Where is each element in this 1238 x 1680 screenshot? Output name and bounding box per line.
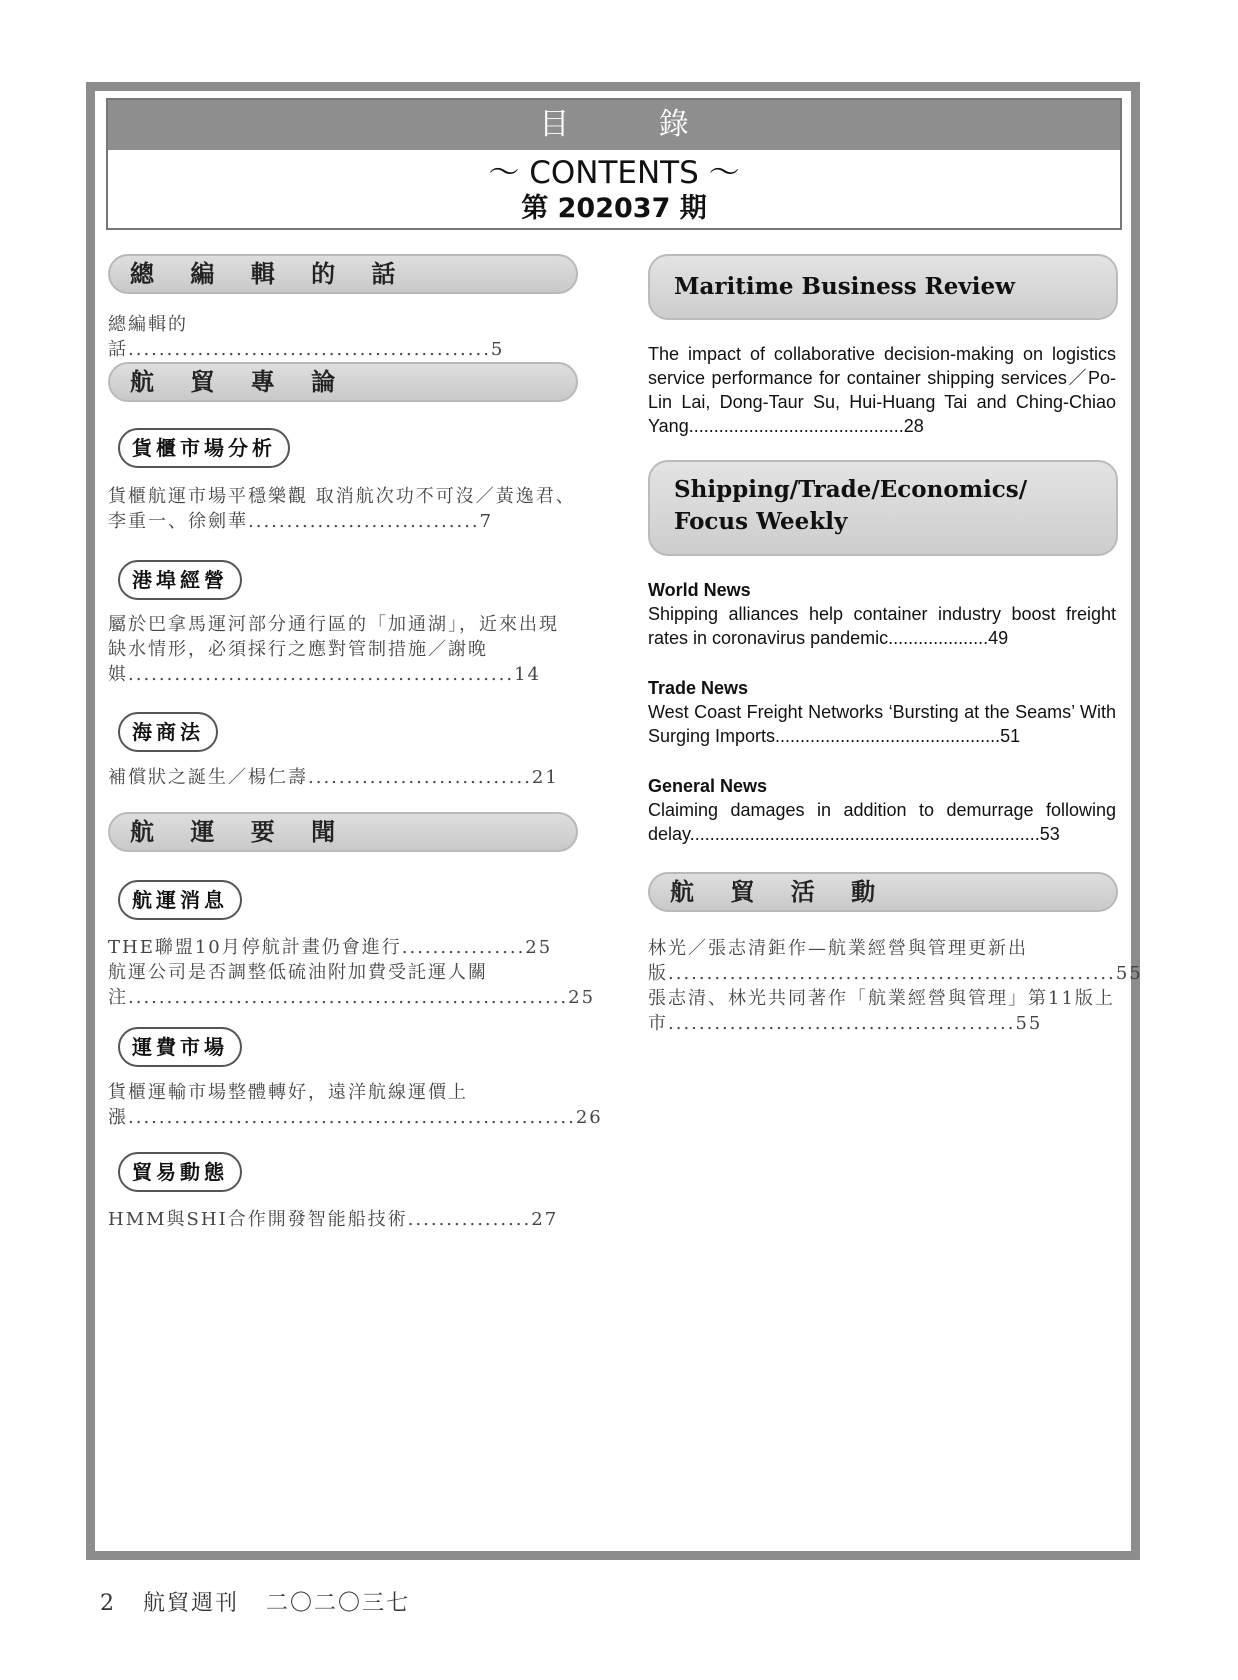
trade-news-block (648, 676, 1116, 748)
contents-header (106, 98, 1122, 230)
general-news-heading: General News (648, 776, 768, 796)
entry-trade-dynamics[interactable]: HMM與SHI合作開發智能船技術................27 (108, 1209, 559, 1230)
tag-container-market: 貨櫃市場分析 (118, 428, 290, 468)
section-maritime-business-review: Maritime Business Review (648, 254, 1118, 320)
trade-news-heading: Trade News (648, 678, 749, 698)
section-shipping-news: 航 運 要 聞 (108, 812, 578, 852)
focus-heading-line-2: Focus Weekly (674, 508, 848, 535)
entry-activity-2[interactable]: 張志清、林光共同著作「航業經營與管理」第11版上市.............................................55 (648, 988, 1115, 1034)
tag-freight-market: 運費市場 (118, 1027, 242, 1067)
entry-maritime-law[interactable]: 補償狀之誕生／楊仁壽.............................21 (108, 767, 559, 788)
tag-trade-dynamics: 貿易動態 (118, 1152, 242, 1192)
entry-world-news[interactable]: Shipping alliances help container industry boost freight rates in coronavirus pandemic....................49 (648, 604, 1116, 648)
tag-port: 港埠經營 (118, 560, 242, 600)
entry-container-market[interactable]: 貨櫃航運市場平穩樂觀 取消航次功不可沒／黃逸君、李重一、徐劍華..............................7 (108, 486, 576, 532)
entry-shipping-2[interactable]: 航運公司是否調整低硫油附加費受託運人關注.........................................................25 (108, 962, 596, 1008)
page-number: 2 (100, 1591, 116, 1616)
entry-freight-market[interactable]: 貨櫃運輸市場整體轉好，遠洋航線運價上漲..........................................................26 (108, 1082, 603, 1128)
entry-editor[interactable]: 總編輯的話...............................................5 (108, 314, 505, 360)
entry-shipping-1[interactable]: THE聯盟10月停航計畫仍會進行................25 (108, 937, 553, 958)
page-footer (100, 1586, 428, 1617)
tag-maritime-law: 海商法 (118, 712, 218, 752)
publication-name: 航貿週刊 (143, 1591, 240, 1616)
entry-mbr[interactable]: The impact of collaborative decision-making on logistics service performance for container shipping services／Po-Lin Lai, Dong-Taur Su, Hui-Huang Tai and Ching-Chiao Yang...........................................28 (648, 344, 1116, 436)
issue-number: 第 202037 期 (521, 193, 707, 224)
entry-port[interactable]: 屬於巴拿馬運河部分通行區的「加通湖」，近來出現缺水情形，必須採行之應對管制措施／謝晚娸..................................................14 (108, 614, 559, 685)
entry-trade-news[interactable]: West Coast Freight Networks ‘Bursting at the Seams’ With Surging Imports.............................................51 (648, 702, 1116, 746)
world-news-block (648, 578, 1116, 650)
focus-heading-line-1: Shipping/Trade/Economics/ (674, 476, 1028, 503)
world-news-heading: World News (648, 580, 751, 600)
contents-title: ～ CONTENTS ～ (488, 155, 740, 191)
section-activities: 航 貿 活 動 (648, 872, 1118, 912)
general-news-block (648, 774, 1116, 846)
issue-chinese: 二〇二〇三七 (266, 1591, 411, 1616)
entry-activity-1[interactable]: 林光／張志清鉅作—航業經營與管理更新出版..........................................................55 (648, 938, 1143, 984)
section-focus-weekly (648, 460, 1118, 556)
section-editor: 總 編 輯 的 話 (108, 254, 578, 294)
section-commentary: 航 貿 專 論 (108, 362, 578, 402)
tag-shipping-news: 航運消息 (118, 880, 242, 920)
entry-general-news[interactable]: Claiming damages in addition to demurrage following delay......................................................................53 (648, 800, 1116, 844)
header-title: 目 錄 (108, 100, 1120, 150)
